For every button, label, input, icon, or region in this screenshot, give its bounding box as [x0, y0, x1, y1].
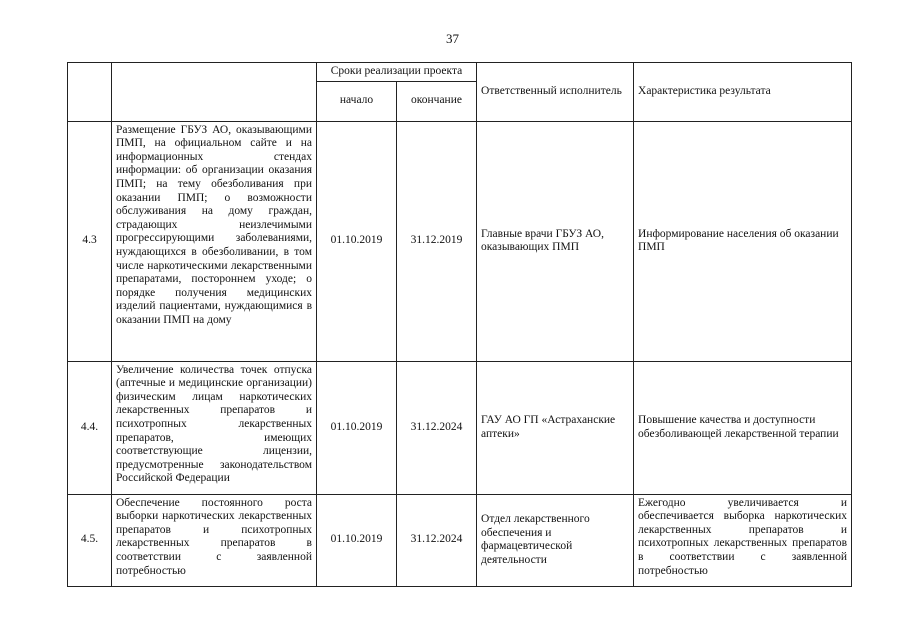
row-start-date: 01.10.2019 — [317, 494, 397, 586]
row-number: 4.4. — [68, 361, 112, 494]
row-responsible: ГАУ АО ГП «Астраханские аптеки» — [477, 361, 634, 494]
row-start-date: 01.10.2019 — [317, 361, 397, 494]
row-measure: Обеспечение постоянного роста выборки наркотических лекарственных препаратов и психотропных лекарственных препаратов в соответствии с заявленной потребностью — [112, 494, 317, 586]
project-table — [67, 62, 852, 587]
header-responsible: Ответственный исполнитель — [477, 63, 634, 122]
header-measure-cell — [112, 63, 317, 122]
header-result: Характеристика результата — [634, 63, 852, 122]
header-row — [68, 63, 852, 82]
header-end: окончание — [397, 81, 477, 121]
row-measure: Размещение ГБУЗ АО, оказывающими ПМП, на официальном сайте и на информационных стендах информации: об организации оказания ПМП; на тему обезболивания при оказании ПМП; о возможности обслуживания на дому граждан, страдающих неизлечимыми прогрессирующими заболеваниями, нуждающихся в обезболивании, в том числе наркотическими лекарственными препаратами, постороннем уходе; о порядке получения медицинских изделий пациентами, нуждающимися в оказании ПМП на дому — [112, 121, 317, 361]
row-result: Информирование населения об оказании ПМП — [634, 121, 852, 361]
header-start: начало — [317, 81, 397, 121]
row-start-date: 01.10.2019 — [317, 121, 397, 361]
row-responsible: Отдел лекарственного обеспечения и фармацевтической деятельности — [477, 494, 634, 586]
row-number: 4.3 — [68, 121, 112, 361]
header-terms: Сроки реализации проекта — [317, 63, 477, 82]
row-number: 4.5. — [68, 494, 112, 586]
table-row — [68, 494, 852, 586]
row-responsible: Главные врачи ГБУЗ АО, оказывающих ПМП — [477, 121, 634, 361]
row-result: Ежегодно увеличивается и обеспечивается выборка наркотических лекарственных препаратов и психотропных лекарственных препаратов в соответствии с заявленной потребностью — [634, 494, 852, 586]
page-number: 37 — [446, 31, 459, 46]
table-row — [68, 121, 852, 361]
row-end-date: 31.12.2024 — [397, 494, 477, 586]
row-end-date: 31.12.2024 — [397, 361, 477, 494]
row-end-date: 31.12.2019 — [397, 121, 477, 361]
header-num-cell — [68, 63, 112, 122]
row-measure: Увеличение количества точек отпуска (аптечные и медицинские организации) физическим лицам наркотических лекарственных препаратов и психотропных лекарственных препаратов, имеющих соответствующие лицензии, предусмотренные законодательством Российской Федерации — [112, 361, 317, 494]
row-result: Повышение качества и доступности обезболивающей лекарственной терапии — [634, 361, 852, 494]
table-row — [68, 361, 852, 494]
